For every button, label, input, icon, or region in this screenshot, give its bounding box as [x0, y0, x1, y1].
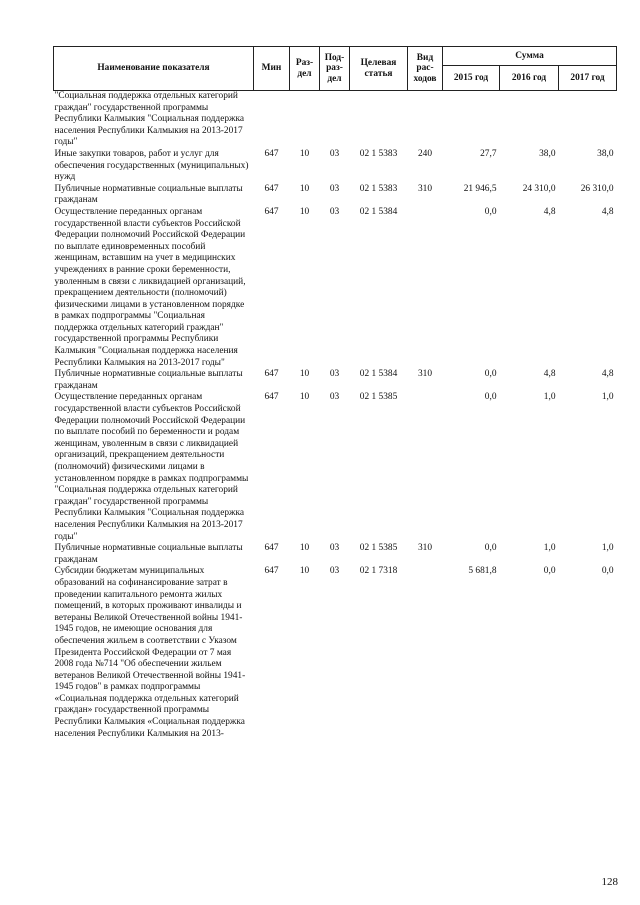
row-sum-2015: 5 681,8 — [468, 566, 497, 577]
header-podrazdel: Под-раз-дел — [320, 47, 350, 91]
row-razdel: 10 — [299, 369, 310, 380]
row-sum-2015: 21 946,5 — [463, 183, 497, 194]
row-min: 647 — [264, 369, 279, 380]
budget-table — [53, 46, 617, 740]
row-expense-type — [408, 91, 443, 149]
row-razdel: 10 — [299, 206, 310, 217]
table-row — [54, 149, 617, 184]
header-min: Мин — [254, 47, 290, 91]
row-min: 647 — [264, 543, 279, 554]
header-expense-type: Вид рас-ходов — [408, 47, 443, 91]
table-body — [54, 91, 617, 741]
header-razdel: Раз-дел — [290, 47, 320, 91]
row-razdel: 10 — [299, 148, 310, 159]
row-podrazdel: 03 — [329, 148, 340, 159]
row-min: 647 — [264, 206, 279, 217]
row-expense-type — [408, 207, 443, 369]
row-sum-2016 — [500, 91, 559, 149]
row-name: Иные закупки товаров, работ и услуг для обеспечения государственных (муниципальных) нужд — [54, 148, 249, 183]
row-target-article: 02 1 5383 — [359, 183, 398, 194]
row-name: "Социальная поддержка отдельных категорий граждан" государственной программы Республики Калмыкия "Социальная поддержка населения Республики Калмыкия на 2013-2017 годы" — [54, 91, 245, 148]
row-expense-type — [408, 392, 443, 543]
header-year-2015: 2015 год — [443, 66, 500, 91]
table-row — [54, 392, 617, 543]
row-sum-2017: 4,8 — [601, 206, 614, 217]
row-razdel: 10 — [299, 566, 310, 577]
row-podrazdel: 03 — [329, 543, 340, 554]
row-expense-type: 240 — [417, 148, 433, 159]
row-name: Субсидии бюджетам муниципальных образований на софинансирование затрат в проведении капитального ремонта жилых помещений, в которых проживают инвалиды и ветераны Великой Отечественной войны 1941-1945 годов, не имеющие основания для обеспечения жильем в соответствии с Указом Президента Российской Федерации от 7 мая 2008 года №714 "Об обеспечении жильем ветеранов Великой Отечественной войны 1941-1945 годов" в рамках подпрограммы «Социальная поддержка отдельных категорий граждан» государственной программы Республики Калмыкия «Социальная поддержка населения Республики Калмыкия на 2013- — [54, 566, 246, 739]
table-row — [54, 91, 617, 149]
row-name: Публичные нормативные социальные выплаты гражданам — [54, 543, 243, 565]
row-sum-2016: 4,8 — [543, 206, 556, 217]
row-podrazdel — [320, 91, 350, 149]
row-sum-2015: 0,0 — [484, 369, 497, 380]
row-target-article: 02 1 5384 — [359, 206, 398, 217]
row-sum-2017: 4,8 — [601, 369, 614, 380]
row-name: Публичные нормативные социальные выплаты гражданам — [54, 183, 243, 206]
table-row — [54, 566, 617, 740]
document-page — [53, 46, 616, 740]
row-min: 647 — [264, 392, 279, 403]
row-expense-type — [408, 566, 443, 740]
row-sum-2016: 38,0 — [539, 148, 556, 159]
header-year-2016: 2016 год — [500, 66, 559, 91]
row-podrazdel: 03 — [329, 392, 340, 403]
row-min: 647 — [264, 566, 279, 577]
table-row — [54, 184, 617, 207]
row-name: Публичные нормативные социальные выплаты гражданам — [54, 369, 243, 391]
row-sum-2017: 1,0 — [601, 543, 614, 554]
header-name: Наименование показателя — [54, 47, 254, 91]
row-razdel: 10 — [299, 183, 310, 194]
row-min: 647 — [264, 148, 279, 159]
row-target-article: 02 1 5385 — [359, 392, 398, 403]
header-target-article: Целевая статья — [350, 47, 408, 91]
row-sum-2017 — [559, 91, 617, 149]
row-name: Осуществление переданных органам государственной власти субъектов Российской Федерации полномочий Российской Федерации по выплате единовременных пособий женщинам, вставшим на учет в медицинских учреждениях в ранние сроки беременности, уволенным в связи с ликвидацией организаций, прекращением деятельности (полномочий) физическими лицами в установленном порядке в рамках подпрограммы "Социальная поддержка отдельных категорий граждан" государственной программы Республики Калмыкия "Социальная поддержка населения Республики Калмыкия на 2013-2017 годы" — [54, 206, 246, 368]
row-target-article: 02 1 5383 — [359, 148, 398, 159]
table-header — [54, 47, 617, 91]
row-podrazdel: 03 — [329, 206, 340, 217]
row-target-article: 02 1 7318 — [359, 566, 398, 577]
header-year-2017: 2017 год — [559, 66, 617, 91]
row-sum-2016: 1,0 — [543, 543, 556, 554]
row-sum-2017: 38,0 — [597, 148, 614, 159]
row-sum-2016: 4,8 — [543, 369, 556, 380]
row-podrazdel: 03 — [329, 566, 340, 577]
table-row — [54, 207, 617, 369]
row-min — [254, 91, 290, 149]
row-sum-2015: 0,0 — [484, 392, 497, 403]
row-sum-2015: 0,0 — [484, 206, 497, 217]
row-sum-2015: 0,0 — [484, 543, 497, 554]
row-target-article: 02 1 5384 — [359, 369, 398, 380]
row-name: Осуществление переданных органам государственной власти субъектов Российской Федерации полномочий Российской Федерации по выплате пособий по беременности и родам женщинам, уволенным в связи с ликвидацией организаций, прекращением деятельности (полномочий) физическими лицами в установленном порядке в рамках подпрограммы "Социальная поддержка отдельных категорий граждан" государственной программы Республики Калмыкия "Социальная поддержка населения Республики Калмыкия на 2013-2017 годы" — [54, 392, 249, 542]
header-summa: Сумма — [443, 47, 617, 66]
row-sum-2016: 1,0 — [543, 392, 556, 403]
row-podrazdel: 03 — [329, 183, 340, 194]
row-expense-type: 310 — [417, 369, 433, 380]
row-expense-type: 310 — [417, 183, 433, 194]
row-sum-2016: 24 310,0 — [522, 183, 556, 194]
row-min: 647 — [264, 183, 279, 194]
row-razdel — [290, 91, 320, 149]
row-sum-2016: 0,0 — [543, 566, 556, 577]
table-row — [54, 543, 617, 566]
row-razdel: 10 — [299, 392, 310, 403]
row-sum-2017: 26 310,0 — [580, 183, 614, 194]
row-sum-2017: 0,0 — [601, 566, 614, 577]
table-row — [54, 369, 617, 392]
page-number: 128 — [601, 876, 618, 888]
row-target-article: 02 1 5385 — [359, 543, 398, 554]
row-podrazdel: 03 — [329, 369, 340, 380]
row-sum-2017: 1,0 — [601, 392, 614, 403]
row-sum-2015: 27,7 — [480, 148, 497, 159]
row-razdel: 10 — [299, 543, 310, 554]
row-sum-2015 — [443, 91, 500, 149]
row-target-article — [350, 91, 408, 149]
row-expense-type: 310 — [417, 543, 433, 554]
